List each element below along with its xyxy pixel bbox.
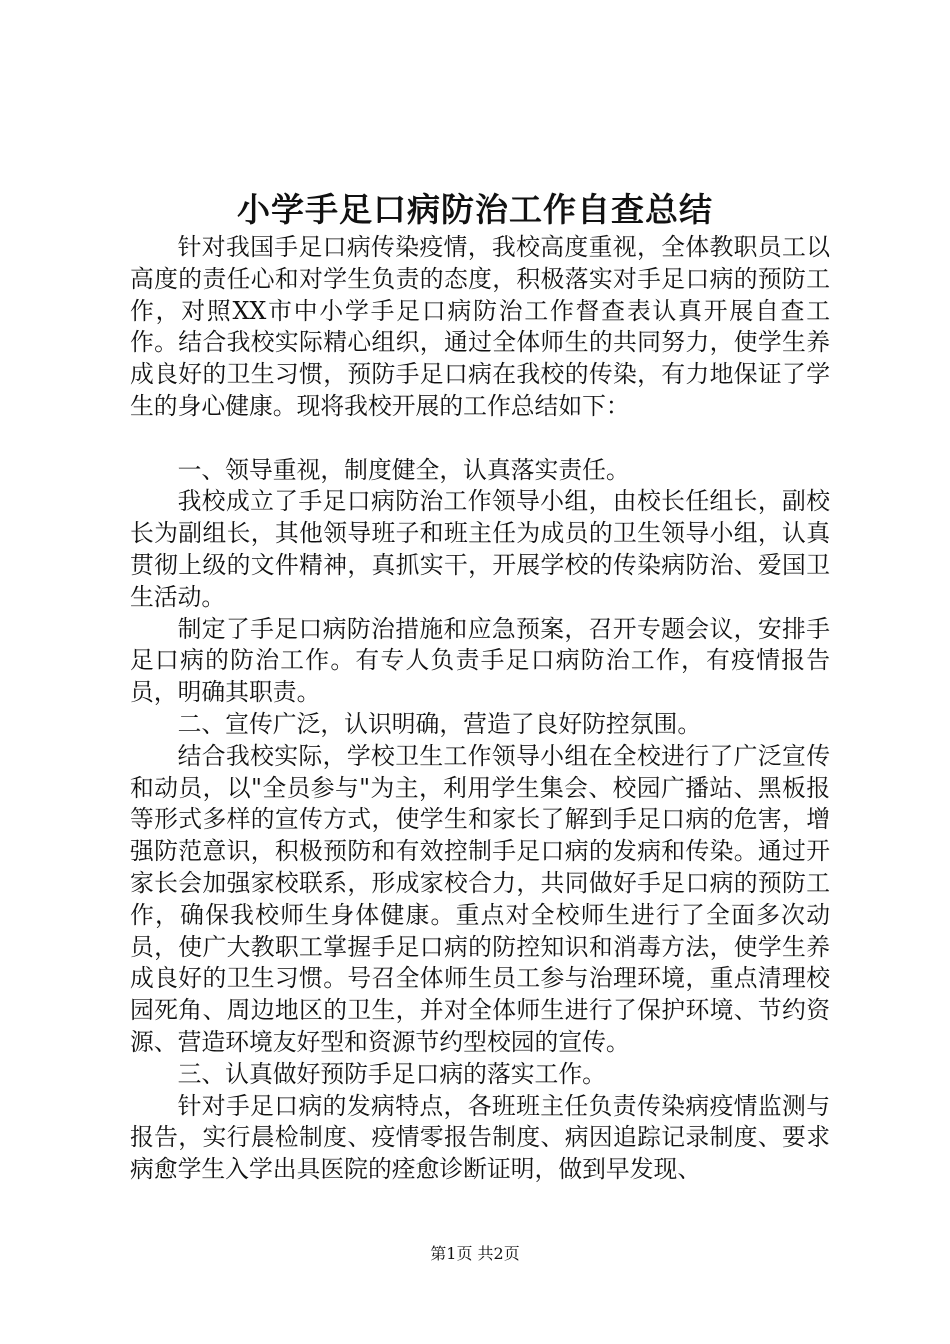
paragraph-section-2: 结合我校实际，学校卫生工作领导小组在全校进行了广泛宣传和动员，以"全员参与"为主，利用学生集会、校园广播站、黑板报等形式多样的宣传方式，使学生和家长了解到手足口病的危害，增强防范意识，积极预防和有效控制手足口病的发病和传染。通过开家长会加强家校联系，形成家校合力，共同做好手足口病的预防工作，确保我校师生身体健康。重点对全校师生进行了全面多次动员，使广大教职工掌握手足口病的防控知识和消毒方法，使学生养成良好的卫生习惯。号召全体师生员工参与治理环境，重点清理校园死角、周边地区的卫生，并对全体师生进行了保护环境、节约资源、营造环境友好型和资源节约型校园的宣传。 xyxy=(130,741,830,1056)
paragraph-section-1-b: 制定了手足口病防治措施和应急预案，召开专题会议，安排手足口病的防治工作。有专人负责手足口病防治工作，有疫情报告员，明确其职责。 xyxy=(130,614,830,707)
document-body xyxy=(130,232,830,1186)
paragraph-section-1-a: 我校成立了手足口病防治工作领导小组，由校长任组长，副校长为副组长，其他领导班子和班主任为成员的卫生领导小组，认真贯彻上级的文件精神，真抓实干，开展学校的传染病防治、爱国卫生活动。 xyxy=(130,487,830,611)
paragraph-intro: 针对我国手足口病传染疫情，我校高度重视，全体教职员工以高度的责任心和对学生负责的态度，积极落实对手足口病的预防工作，对照XX市中小学手足口病防治工作督查表认真开展自查工作。结合我校实际精心组织，通过全体师生的共同努力，使学生养成良好的卫生习惯，预防手足口病在我校的传染，有力地保证了学生的身心健康。现将我校开展的工作总结如下： xyxy=(130,233,830,420)
heading-section-3: 三、认真做好预防手足口病的落实工作。 xyxy=(177,1059,606,1088)
heading-section-2: 二、宣传广泛，认识明确，营造了良好防控氛围。 xyxy=(177,709,702,738)
heading-section-1: 一、领导重视，制度健全，认真落实责任。 xyxy=(177,455,630,484)
page-number-footer: 第1页 共2页 xyxy=(430,1244,520,1263)
document-title: 小学手足口病防治工作自查总结 xyxy=(237,190,713,229)
paragraph-section-3: 针对手足口病的发病特点，各班班主任负责传染病疫情监测与报告，实行晨检制度、疫情零报告制度、病因追踪记录制度、要求病愈学生入学出具医院的痊愈诊断证明，做到早发现、 xyxy=(130,1091,830,1184)
